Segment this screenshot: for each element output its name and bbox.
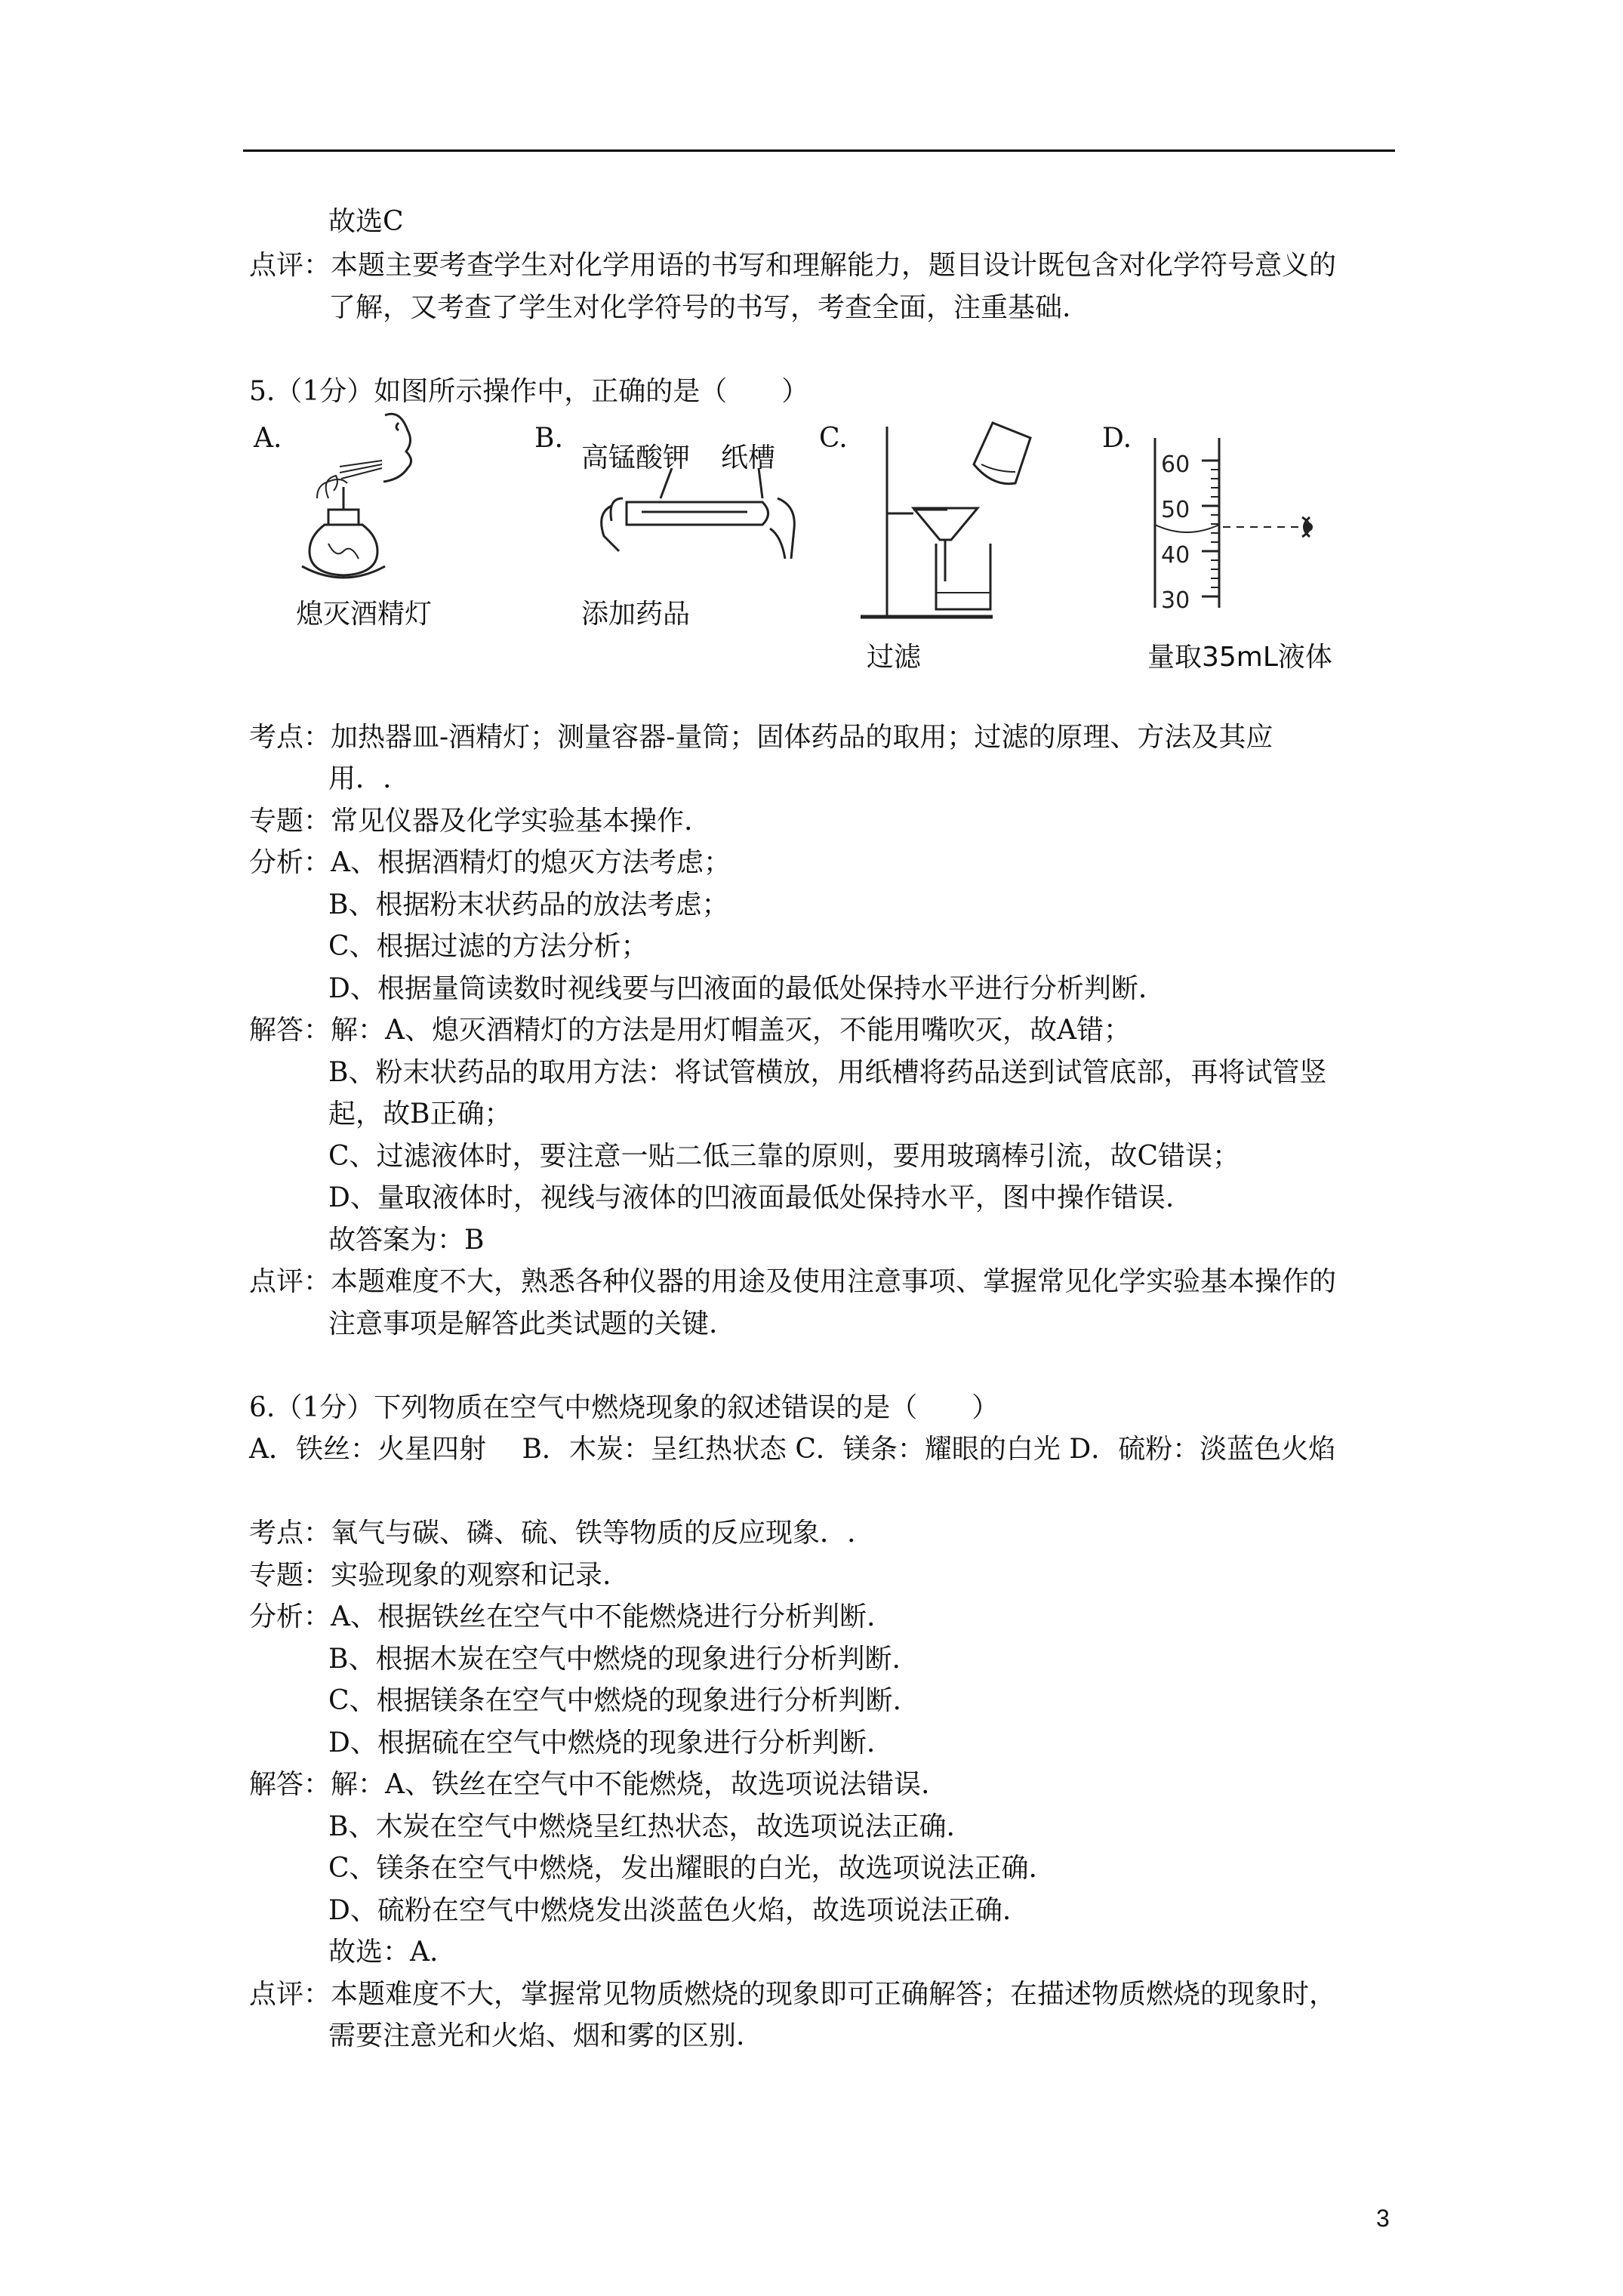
prev-comment-line1: 点评：本题主要考查学生对化学用语的书写和理解能力，题目设计既包含对化学符号意义的 [249, 250, 1337, 281]
q6-analysis-d: D、根据硫在空气中燃烧的现象进行分析判断. [328, 1727, 876, 1758]
q5-comment-line2: 注意事项是解答此类试题的关键. [328, 1308, 718, 1339]
q5-answer-a: 解答：解：A、熄灭酒精灯的方法是用灯帽盖灭，不能用嘴吹灭，故A错； [249, 1015, 1131, 1046]
q5-answer-b1: B、粉末状药品的取用方法：将试管横放，用纸槽将药品送到试管底部，再将试管竖 [328, 1057, 1327, 1088]
header-rule [243, 149, 1395, 152]
q5-final-answer: 故答案为：B [328, 1225, 485, 1256]
q6-answer-d: D、硫粉在空气中燃烧发出淡蓝色火焰，故选项说法正确. [328, 1895, 1012, 1926]
q6-answer-b: B、木炭在空气中燃烧呈红热状态，故选项说法正确. [328, 1811, 955, 1842]
q6-analysis-c: C、根据镁条在空气中燃烧的现象进行分析判断. [328, 1685, 901, 1716]
q5-answer-d: D、量取液体时，视线与液体的凹液面最低处保持水平，图中操作错误. [328, 1182, 1175, 1213]
cylinder-tick-50: 50 [1161, 497, 1190, 523]
q5-option-a-letter: A. [254, 423, 282, 454]
q5-comment-line1: 点评：本题难度不大，熟悉各种仪器的用途及使用注意事项、掌握常见化学实验基本操作的 [249, 1266, 1337, 1297]
cylinder-tick-30: 30 [1161, 587, 1190, 612]
prev-comment-line2: 了解，又考查了学生对化学符号的书写，考查全面，注重基础. [328, 292, 1071, 323]
q6-comment-line1: 点评：本题难度不大，掌握常见物质燃烧的现象即可正确解答；在描述物质燃烧的现象时， [249, 1979, 1337, 2010]
q6-analysis-b: B、根据木炭在空气中燃烧的现象进行分析判断. [328, 1644, 901, 1675]
q5-option-c-letter: C. [819, 423, 848, 454]
q5-answer-c: C、过滤液体时，要注意一贴二低三靠的原则，要用玻璃棒引流，故C错误； [328, 1141, 1240, 1172]
q5-kaodian-line1: 考点：加热器皿-酒精灯；测量容器-量筒；固体药品的取用；过滤的原理、方法及其应 [249, 722, 1273, 753]
q6-final-answer: 故选：A. [328, 1937, 439, 1968]
q5-option-d-letter: D. [1102, 423, 1132, 454]
q5-zhuanti: 专题：常见仪器及化学实验基本操作. [249, 806, 693, 837]
label-potassium-permanganate: 高锰酸钾 [581, 442, 691, 473]
q6-kaodian: 考点：氧气与碳、磷、硫、铁等物质的反应现象．. [249, 1518, 856, 1549]
q5-analysis-a: 分析：A、根据酒精灯的熄灭方法考虑； [249, 847, 731, 878]
q6-options: A．铁丝：火星四射 B．木炭：呈红热状态 C．镁条：耀眼的白光 D．硫粉：淡蓝色火焰 [249, 1434, 1336, 1465]
prev-choose: 故选C [328, 206, 404, 237]
q5-option-b-letter: B. [534, 423, 563, 454]
q6-answer-a: 解答：解：A、铁丝在空气中不能燃烧，故选项说法错误. [249, 1769, 930, 1800]
cylinder-tick-40: 40 [1161, 542, 1190, 569]
q5-option-a-caption: 熄灭酒精灯 [296, 599, 433, 630]
q6-answer-c: C、镁条在空气中燃烧，发出耀眼的白光，故选项说法正确. [328, 1853, 1037, 1884]
q5-answer-b2: 起，故B正确； [328, 1099, 512, 1130]
q6-zhuanti: 专题：实验现象的观察和记录. [249, 1560, 611, 1591]
q6-analysis-a: 分析：A、根据铁丝在空气中不能燃烧进行分析判断. [249, 1601, 876, 1632]
q5-option-b-caption: 添加药品 [581, 599, 691, 630]
q6-comment-line2: 需要注意光和火焰、烟和雾的区别. [328, 2020, 745, 2051]
q5-analysis-b: B、根据粉末状药品的放法考虑； [328, 889, 729, 920]
alcohol-lamp-figure [294, 408, 445, 589]
filtration-figure [861, 419, 1057, 623]
test-tube-figure [596, 468, 815, 574]
q5-analysis-d: D、根据量筒读数时视线要与凹液面的最低处保持水平进行分析判断. [328, 973, 1147, 1004]
q5-stem: 5.（1分）如图所示操作中，正确的是（ ） [249, 376, 809, 407]
q5-option-d-caption: 量取35mL液体 [1147, 642, 1332, 673]
label-paper-trough: 纸槽 [721, 442, 776, 473]
q5-option-c-caption: 过滤 [867, 642, 922, 673]
q6-stem: 6.（1分）下列物质在空气中燃烧现象的叙述错误的是（ ） [249, 1392, 999, 1423]
q5-kaodian-line2: 用．. [328, 763, 392, 794]
page-number: 3 [1376, 2205, 1390, 2232]
graduated-cylinder-figure [1147, 430, 1344, 612]
q5-analysis-c: C、根据过滤的方法分析； [328, 931, 648, 962]
cylinder-tick-60: 60 [1161, 451, 1190, 478]
